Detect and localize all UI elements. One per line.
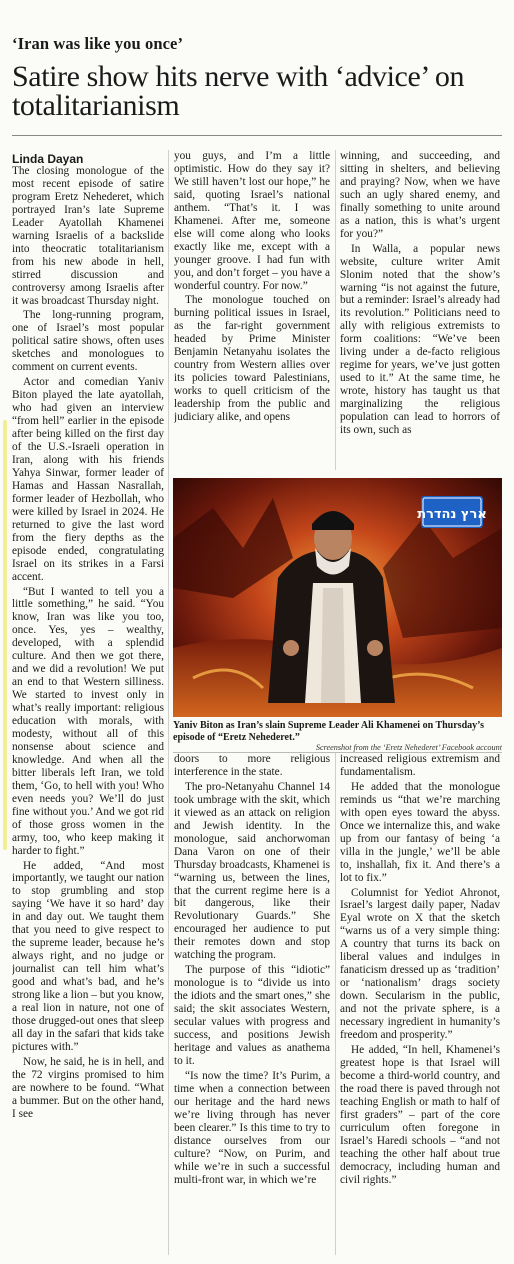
article-paragraph: He added, “In hell, Khamenei’s greatest hope is that Israel will become a third-world country, and the road there is paved through not teaching English or math to half of first graders” – part of the core curriculum often foregone in Israel’s Haredi schools – “and not teaching the other half about true democracy, including human and civil rights.”	[340, 1043, 500, 1186]
article-paragraph: “But I wanted to tell you a little something,” he said. “You know, Iran was like you too, once. Yes, yes – wealthy, developed, with a splendid culture. And then we got there, and we did a revolution! We put an end to that Western silliness. We started to invest only in what’s really important: religious education with morals, with modesty, without all of this nonsense about science and knowledge. And when all the bitter liberals left Iran, we told them, ‘Go, to hell with you! Who even needs you? We’ll do just fine without you.’ And we got rid of those gross women in the army, too, who keep making it harder to fight.”	[12, 585, 164, 857]
article-paragraph: increased religious extremism and fundamentalism.	[340, 753, 500, 778]
article-paragraph: Now, he said, he is in hell, and the 72 virgins promised to him are nowhere to be found. “What a bummer. But on the other hand, I see	[12, 1055, 164, 1120]
photo-credit: Screenshot from the ‘Eretz Nehederet’ Facebook account	[315, 743, 502, 752]
article-paragraph: “Is now the time? It’s Purim, a time when a connection between our heritage and the hard news we’re living through has never been clearer.” Is this time to try to distance ourselves from our culture? “Now, on Purim, and while we’re in such a successful multi-front war, in which we’re	[174, 1069, 330, 1186]
article-paragraph: doors to more religious interference in the state.	[174, 753, 330, 778]
column-divider	[335, 150, 336, 470]
article-paragraph: The purpose of this “idiotic” monologue is to “divide us into the idiots and the smart ones,” she said; the skit associates Western, secular values with progress and success, and positions Jewish heritage and values as anathema to it.	[174, 964, 330, 1067]
article-paragraph: In Walla, a popular news website, culture writer Amit Slonim noted that the show’s warning “is not against the future, but a reminder: Israel’s already had its revolution.” Politicians need to ally with religious extremists to form coalitions: “We’ve been living under a de-facto religious regime for years, we’ve just gotten used to it.” At the same time, he wrote, history has taught us that marginalizing the religious population can lead to horrors of its own, such as	[340, 242, 500, 437]
article-byline: Linda Dayan	[12, 152, 84, 166]
column-divider	[168, 150, 169, 1255]
article-column-2-lower	[174, 753, 330, 1253]
article-paragraph: you guys, and I’m a little optimistic. How do they say it? We still haven’t lost our hope,” he said, quoting Israel’s national anthem. “That’s it. I was Khamenei. After me, someone else will come along who looks exactly like me, except with a younger groove. I had fun with you, and don’t forget – you have a wonderful country. For now.”	[174, 150, 330, 292]
article-paragraph: Columnist for Yediot Ahronot, Israel’s largest daily paper, Nadav Eyal wrote on X that the sketch “warns us of a very simple thing: A country that turns its back on liberal values and indulges in fanaticism dressed up as ‘tradition’ or ‘nationalism’ drags society down. Secularism in the public, and not the private sphere, is a necessary ingredient in humanity’s freedom and prosperity.”	[340, 886, 500, 1042]
article-paragraph: The pro-Netanyahu Channel 14 took umbrage with the skit, which it viewed as an attack on religion and Jewish identity. In the monologue, said anchorwoman Dana Varon on one of their Thursday broadcasts, Khamenei is “warning us, between the lines, that the current regime here is a bit dangerous, like their Revolutionary Guards.” She encouraged her audience to put their remotes down and stop watching the program.	[174, 780, 330, 962]
article-column-1	[12, 165, 164, 1255]
article-paragraph: The long-running program, one of Israel’s most popular political satire shows, often uses sketches and monologues to comment on current events.	[12, 309, 164, 374]
article-paragraph: He added, “And most importantly, we taught our nation to stop grumbling and stop saying ‘We have it so hard’ day in and day out. We taught them that you need to give respect to the supreme leader, because he’s always right, and no judge or journalist can tell him what’s good and what’s bad, and he’s strong like a lion – but you know, a real lion in nature, not one of those drugged-out ones that sleep all day in the safari that kids take pictures with.”	[12, 859, 164, 1053]
article-paragraph: He added that the monologue reminds us “that we’re marching with open eyes toward the abyss. Once we internalize this, and wake up from our fantasy of being ‘a villa in the jungle,’ we’ll be able to, inshallah, fix it. And there’s a lot to fix.”	[340, 780, 500, 884]
article-headline: Satire show hits nerve with ‘advice’ on totalitarianism	[12, 60, 465, 122]
highlighter-mark	[3, 420, 7, 850]
article-column-2	[174, 150, 330, 470]
show-logo: ארץ נהדרת	[417, 507, 487, 522]
headline-divider	[12, 135, 502, 136]
article-paragraph: winning, and succeeding, and sitting in shelters, and believing and praying? Now, when we have such an ugly shared enemy, and finally something to unite around as a nation, this is what’s urgent for you?”	[340, 150, 500, 240]
article-paragraph: The closing monologue of the most recent episode of satire program Eretz Nehederet, which portrayed Iran’s late Supreme Leader Ayatollah Khamenei warning Israelis of a backslide into theocratic totalitarianism from his new abode in hell, stirred discussion and controversy among Israelis after it was broadcast Thursday night.	[12, 165, 164, 307]
column-divider	[335, 753, 336, 1255]
article-paragraph: The monologue touched on burning political issues in Israel, as the far-right government headed by Prime Minister Benjamin Netanyahu isolates the country from Western allies over its policies toward Palestinians, works to quell criticism of the leadership from the public and judiciary alike, and opens	[174, 294, 330, 424]
article-paragraph: Actor and comedian Yaniv Biton played the late ayatollah, who had given an interview “from hell” earlier in the episode after being killed on the first day of the U.S.-Israeli operation in Iran, along with his friends Yahya Sinwar, former leader of Hamas and Hassan Nasrallah, former leader of Hezbollah, who were killed by Israel in 2024. He returned to give the last word from the fiery depths as the episode ended, congratulating Israel on its strikes in a Farsi accent.	[12, 376, 164, 583]
article-photo	[173, 478, 502, 717]
photo-illustration	[173, 478, 502, 717]
article-column-3	[340, 150, 500, 470]
article-kicker: ‘Iran was like you once’	[12, 34, 184, 53]
photo-caption: Yaniv Biton as Iran’s slain Supreme Leader Ali Khamenei on Thursday’s episode of “Eretz Nehederet.”	[173, 720, 484, 743]
article-column-3-lower	[340, 753, 500, 1253]
